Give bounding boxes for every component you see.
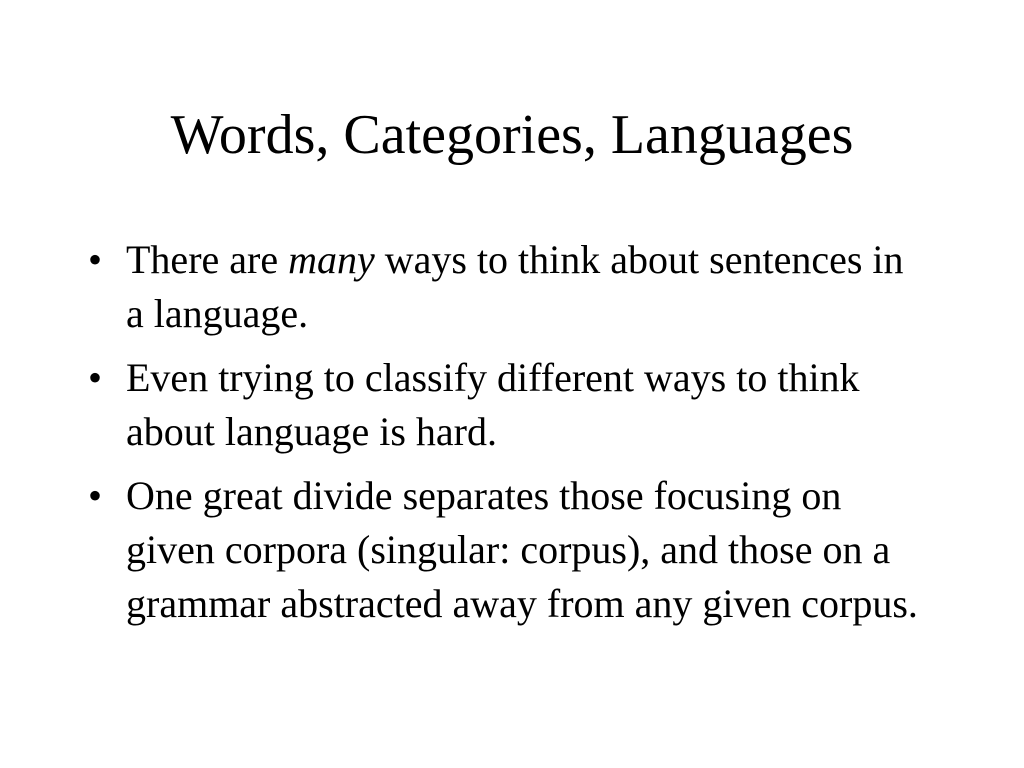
bullet-emphasis: many [288,237,375,282]
bullet-item-3 [88,469,918,631]
bullet-text-after: ways to think about sentences in a language. [126,237,904,336]
bullet-text-before: There are [126,237,289,282]
bullet-text: One great divide separates those focusing on given corpora (singular: corpus), and those on a grammar abstracted away from any given corpus. [126,473,918,626]
bullet-icon: • [88,473,103,518]
bullet-item-2 [88,351,918,459]
bullet-item-1 [88,233,918,341]
bullet-list [88,233,918,641]
bullet-text: Even trying to classify different ways to think about language is hard. [126,355,860,454]
bullet-icon: • [88,355,103,400]
bullet-icon: • [88,237,103,282]
slide-title: Words, Categories, Languages [170,104,854,166]
bullet-text [126,237,904,336]
